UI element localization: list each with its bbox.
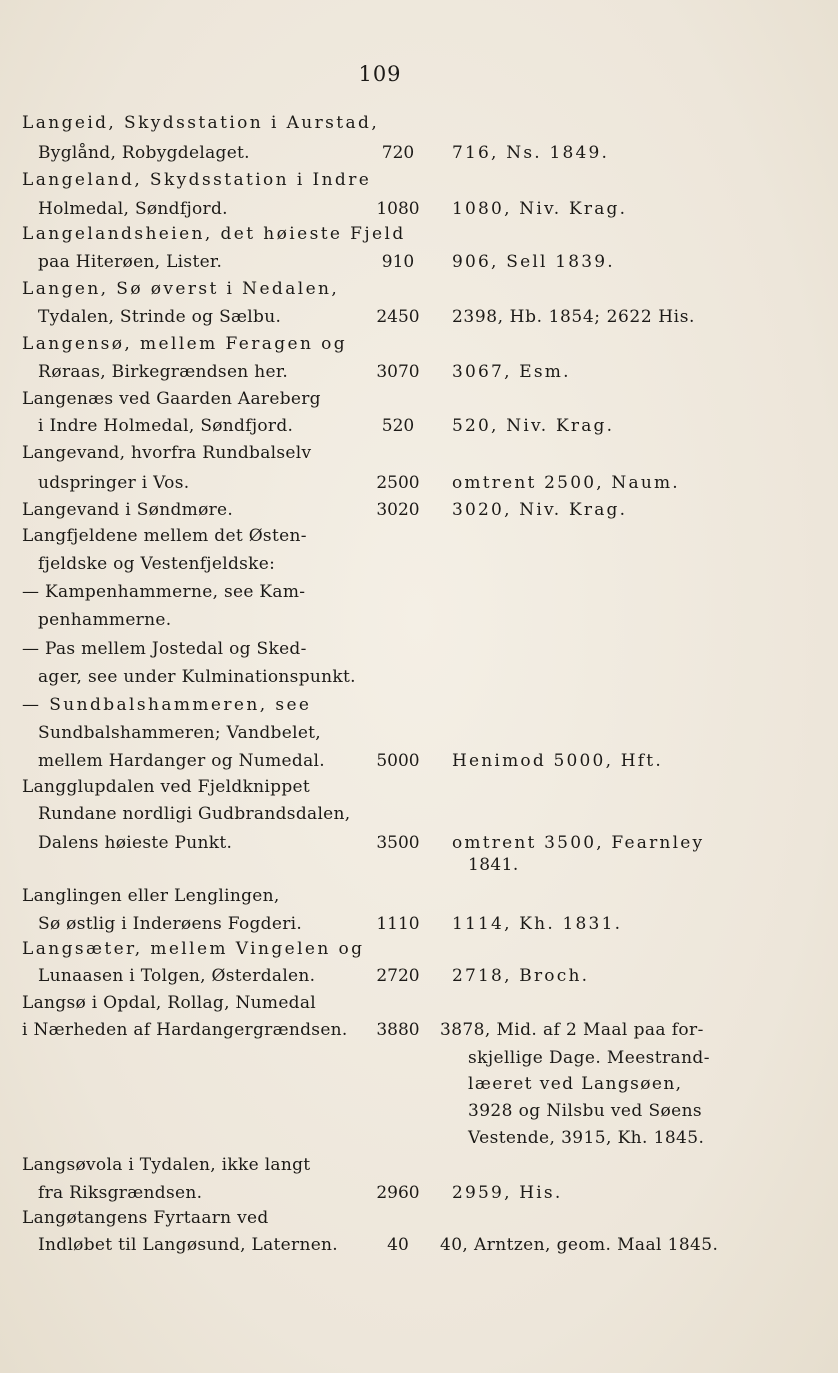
- entry-altitude: 3070: [376, 362, 420, 382]
- entry-name: paa Hiterøen, Lister.: [38, 252, 223, 272]
- entry-name: Langevand, hvorfra Rundbalselv: [22, 443, 312, 463]
- entry-name: Langenæs ved Gaarden Aareberg: [22, 389, 321, 409]
- entry-source: læeret ved Langsøen,: [468, 1074, 683, 1094]
- entry-name: Langglupdalen ved Fjeldknippet: [22, 777, 311, 797]
- entry-name: Langeid, Skydsstation i Aurstad,: [22, 113, 380, 133]
- entry-source: 2398, Hb. 1854; 2622 His.: [452, 307, 696, 327]
- entry-source: Henimod 5000, Hft.: [452, 751, 663, 771]
- entry-name: — Kampenhammerne, see Kam-: [22, 582, 306, 602]
- entry-line: [0, 1071, 838, 1097]
- entry-altitude: 3880: [376, 1020, 420, 1040]
- entry-name: ager, see under Kulminationspunkt.: [38, 667, 356, 687]
- entry-source: skjellige Dage. Meestrand-: [468, 1048, 710, 1068]
- entry-altitude: 3020: [376, 500, 420, 520]
- entry-line: [0, 497, 838, 523]
- entry-line: [0, 1205, 838, 1231]
- entry-name: Langen, Sø øverst i Nedalen,: [22, 279, 340, 299]
- entry-line: [0, 883, 838, 909]
- entry-source: 40, Arntzen, geom. Maal 1845.: [440, 1235, 719, 1255]
- entry-line: [0, 440, 838, 466]
- entry-line: [0, 1045, 838, 1071]
- entry-name: Langfjeldene mellem det Østen-: [22, 526, 307, 546]
- entry-line: [0, 748, 838, 774]
- entry-line: [0, 413, 838, 439]
- entry-source: 3067, Esm.: [452, 362, 571, 382]
- entry-line: [0, 196, 838, 222]
- entry-line: [0, 1098, 838, 1124]
- entry-name: Sundbalshammeren; Vandbelet,: [38, 723, 322, 743]
- entry-altitude: 2960: [376, 1183, 420, 1203]
- entry-name: fjeldske og Vestenfjeldske:: [38, 554, 276, 574]
- entry-line: [0, 990, 838, 1016]
- entry-source: omtrent 2500, Naum.: [452, 473, 680, 493]
- entry-line: [0, 720, 838, 746]
- entry-line: [0, 304, 838, 330]
- entry-name: mellem Hardanger og Numedal.: [38, 751, 325, 771]
- entry-line: [0, 1180, 838, 1206]
- entry-name: Langeland, Skydsstation i Indre: [22, 170, 372, 190]
- entry-line: [0, 249, 838, 275]
- entry-name: Tydalen, Strinde og Sælbu.: [38, 307, 282, 327]
- entry-altitude: 40: [387, 1235, 409, 1255]
- entry-line: [0, 911, 838, 937]
- entry-source: 1080, Niv. Krag.: [452, 199, 628, 219]
- entry-line: [0, 963, 838, 989]
- entry-altitude: 910: [381, 252, 415, 272]
- entry-altitude: 520: [381, 416, 415, 436]
- entry-line: [0, 1017, 838, 1043]
- entry-line: [0, 1232, 838, 1258]
- entry-line: [0, 607, 838, 633]
- entry-name: Langsæter, mellem Vingelen og: [22, 939, 365, 959]
- entry-line: [0, 579, 838, 605]
- entry-altitude: 3500: [376, 833, 420, 853]
- entry-name: — Sundbalshammeren, see: [22, 695, 312, 715]
- entry-name: Langensø, mellem Feragen og: [22, 334, 348, 354]
- entry-name: Indløbet til Langøsund, Laternen.: [38, 1235, 339, 1255]
- entry-name: i Indre Holmedal, Søndfjord.: [38, 416, 294, 436]
- entry-line: [0, 359, 838, 385]
- entry-name: Røraas, Birkegrændsen her.: [38, 362, 289, 382]
- entry-altitude: 1110: [376, 914, 420, 934]
- entry-source: omtrent 3500, Fearnley: [452, 833, 705, 853]
- page-number: 109: [358, 62, 402, 86]
- entry-line: [0, 801, 838, 827]
- entry-source: 906, Sell 1839.: [452, 252, 615, 272]
- entry-name: Lunaasen i Tolgen, Østerdalen.: [38, 966, 316, 986]
- entry-line: [0, 221, 838, 247]
- entry-line: [0, 1152, 838, 1178]
- entry-source: 1114, Kh. 1831.: [452, 914, 623, 934]
- entry-source: 2718, Broch.: [452, 966, 590, 986]
- entry-name: udspringer i Vos.: [38, 473, 190, 493]
- entry-source: 2959, His.: [452, 1183, 563, 1203]
- entry-line: [0, 551, 838, 577]
- entry-line: [0, 140, 838, 166]
- entry-line: [0, 664, 838, 690]
- entry-name: Langevand i Søndmøre.: [22, 500, 234, 520]
- entry-name: Langøtangens Fyrtaarn ved: [22, 1208, 269, 1228]
- entry-source: 3020, Niv. Krag.: [452, 500, 628, 520]
- entry-altitude: 5000: [376, 751, 420, 771]
- entry-name: penhammerne.: [38, 610, 172, 630]
- entry-line: [0, 692, 838, 718]
- entry-source: 3928 og Nilsbu ved Søens: [468, 1101, 703, 1121]
- entry-altitude: 720: [381, 143, 415, 163]
- entry-source: 520, Niv. Krag.: [452, 416, 615, 436]
- entry-source: 1841.: [468, 855, 519, 875]
- entry-name: fra Riksgrændsen.: [38, 1183, 203, 1203]
- entry-line: [0, 110, 838, 136]
- entry-name: — Pas mellem Jostedal og Sked-: [22, 639, 307, 659]
- entry-line: [0, 636, 838, 662]
- entry-line: [0, 523, 838, 549]
- entry-source: 716, Ns. 1849.: [452, 143, 610, 163]
- entry-altitude: 2500: [376, 473, 420, 493]
- entry-name: Byglånd, Robygdelaget.: [38, 143, 250, 163]
- entry-line: [0, 331, 838, 357]
- entry-name: Langsøvola i Tydalen, ikke langt: [22, 1155, 311, 1175]
- entry-line: [0, 1125, 838, 1151]
- entry-name: Dalens høieste Punkt.: [38, 833, 233, 853]
- entry-name: Holmedal, Søndfjord.: [38, 199, 228, 219]
- entry-altitude: 1080: [376, 199, 420, 219]
- entry-altitude: 2450: [376, 307, 420, 327]
- entry-line: [0, 470, 838, 496]
- entry-line: [0, 276, 838, 302]
- entry-name: Langelandsheien, det høieste Fjeld: [22, 224, 406, 244]
- entry-line: [0, 386, 838, 412]
- entry-source: 3878, Mid. af 2 Maal paa for-: [440, 1020, 704, 1040]
- entry-name: Langlingen eller Lenglingen,: [22, 886, 280, 906]
- entry-line: [0, 167, 838, 193]
- entry-line: [0, 774, 838, 800]
- entry-line: [0, 936, 838, 962]
- entry-name: i Nærheden af Hardangergrændsen.: [22, 1020, 348, 1040]
- entry-name: Langsø i Opdal, Rollag, Numedal: [22, 993, 317, 1013]
- entry-line: [0, 852, 838, 878]
- entry-altitude: 2720: [376, 966, 420, 986]
- entry-name: Rundane nordligi Gudbrandsdalen,: [38, 804, 351, 824]
- entry-name: Sø østlig i Inderøens Fogderi.: [38, 914, 303, 934]
- entry-source: Vestende, 3915, Kh. 1845.: [468, 1128, 705, 1148]
